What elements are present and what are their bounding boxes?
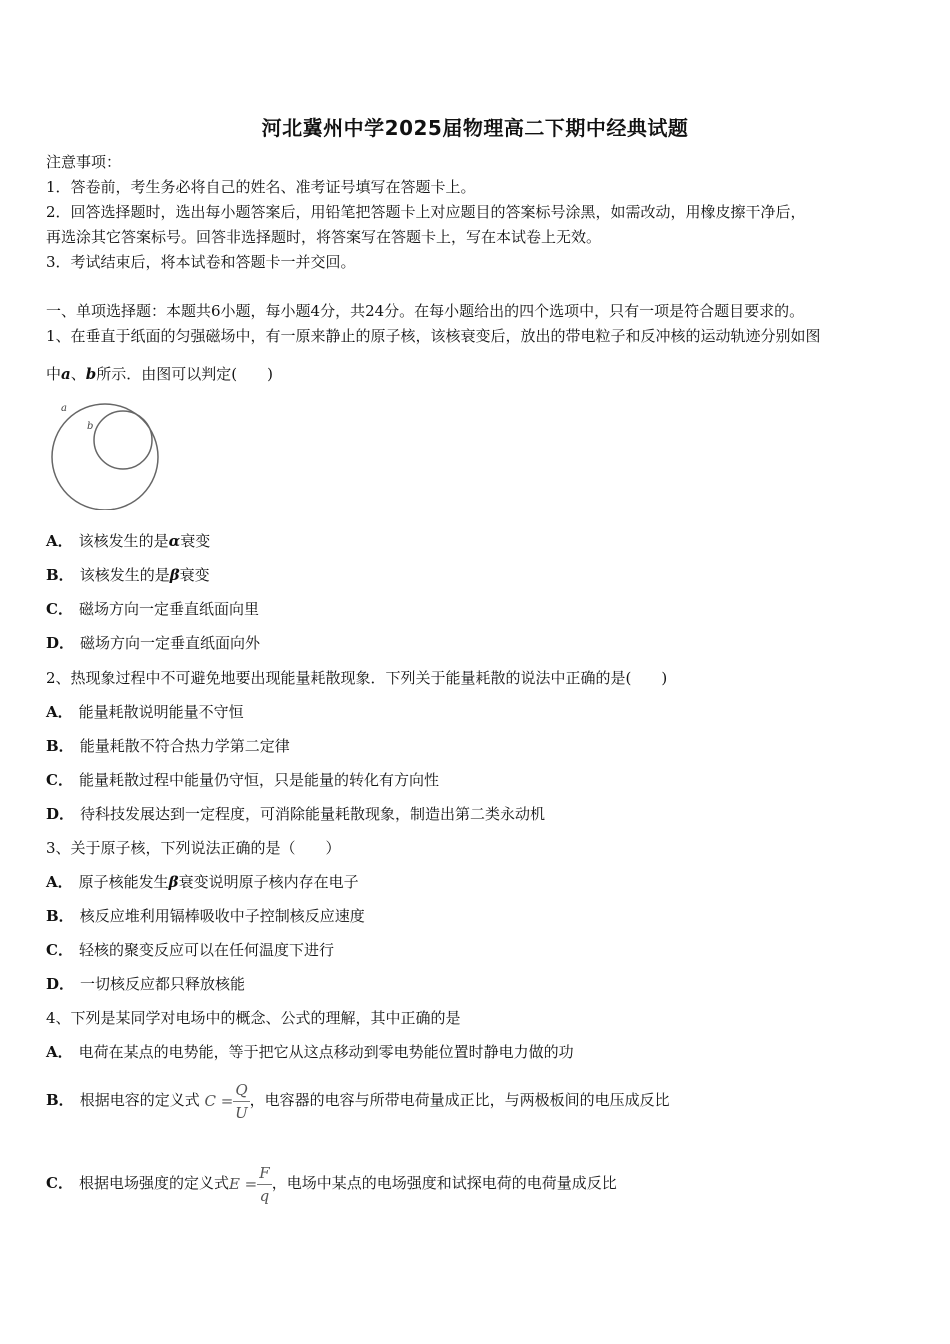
option-text: 待科技发展达到一定程度，可消除能量耗散现象，制造出第二类永动机 xyxy=(80,805,546,823)
option-text: 衰变 xyxy=(180,532,211,550)
q1-var-a: a xyxy=(61,365,71,383)
option-label: B． xyxy=(46,1091,74,1109)
greek-symbol: α xyxy=(168,532,181,550)
q2-option-c[interactable] xyxy=(46,770,439,790)
q1-text: 中 xyxy=(46,365,62,383)
option-label: D． xyxy=(46,805,75,823)
q1-option-d[interactable] xyxy=(46,633,260,653)
question-1-stem-cont xyxy=(46,364,273,384)
q1-text: 所示．由图可以判定( ) xyxy=(96,365,273,383)
option-text: 衰变 xyxy=(179,566,210,584)
figure-label-b: b xyxy=(87,421,94,432)
q4-option-b[interactable] xyxy=(46,1077,670,1124)
q4-option-c[interactable] xyxy=(46,1160,617,1207)
option-label: B． xyxy=(46,737,74,755)
figure-label-a: a xyxy=(61,403,67,414)
option-text: ，电容器的电容与所带电荷量成正比，与两极板间的电压成反比 xyxy=(249,1091,670,1109)
greek-symbol: β xyxy=(168,873,179,891)
option-label: A． xyxy=(46,532,73,550)
question-1-stem: 1、在垂直于纸面的匀强磁场中，有一原来静止的原子核，该核衰变后，放出的带电粒子和反冲核的运动轨迹分别如图 xyxy=(46,327,821,345)
option-text: 该核发生的是 xyxy=(79,566,170,584)
notice-item: 2．回答选择题时，选出每小题答案后，用铅笔把答题卡上对应题目的答案标号涂黑，如需改动，用橡皮擦干净后， xyxy=(46,203,806,221)
q1-option-c[interactable] xyxy=(46,599,259,619)
option-label: A． xyxy=(46,703,73,721)
option-label: D． xyxy=(46,975,75,993)
q2-option-d[interactable] xyxy=(46,804,545,824)
option-text: ，电场中某点的电场强度和试探电荷的电荷量成反比 xyxy=(271,1174,617,1192)
field-strength-formula xyxy=(257,1162,271,1207)
formula-denominator: q xyxy=(259,1186,270,1205)
option-label: D． xyxy=(46,634,75,652)
greek-symbol: β xyxy=(169,566,180,584)
q2-option-a[interactable] xyxy=(46,702,244,722)
option-label: B． xyxy=(46,566,74,584)
option-label: C． xyxy=(46,941,73,959)
q1-sep: 、 xyxy=(70,365,86,383)
option-text: 磁场方向一定垂直纸面向外 xyxy=(80,634,261,652)
option-text: 原子核能发生 xyxy=(78,873,169,891)
option-label: B． xyxy=(46,907,74,925)
trajectory-a-circle xyxy=(52,404,158,510)
option-text: 能量耗散不符合热力学第二定律 xyxy=(79,737,290,755)
formula-numerator: Q xyxy=(233,1079,249,1102)
option-text: 核反应堆利用镉棒吸收中子控制核反应速度 xyxy=(79,907,365,925)
page-title: 河北冀州中学2025届物理高二下期中经典试题 xyxy=(261,116,689,140)
q1-option-a[interactable] xyxy=(46,531,210,551)
q3-option-d[interactable] xyxy=(46,974,245,994)
q1-var-b: b xyxy=(85,365,97,383)
notice-item: 3．考试结束后，将本试卷和答题卡一并交回。 xyxy=(46,253,356,271)
question-2-stem: 2、热现象过程中不可避免地要出现能量耗散现象．下列关于能量耗散的说法中正确的是( ) xyxy=(46,669,668,687)
option-text: 电荷在某点的电势能，等于把它从这点移动到零电势能位置时静电力做的功 xyxy=(78,1043,574,1061)
trajectory-figure xyxy=(46,398,166,510)
option-text: 该核发生的是 xyxy=(78,532,169,550)
option-text: 一切核反应都只释放核能 xyxy=(80,975,246,993)
option-text: 轻核的聚变反应可以在任何温度下进行 xyxy=(78,941,334,959)
q2-option-b[interactable] xyxy=(46,736,290,756)
option-label: A． xyxy=(46,873,73,891)
formula-lhs: E = xyxy=(228,1175,258,1193)
q1-option-b[interactable] xyxy=(46,565,210,585)
option-text: 磁场方向一定垂直纸面向里 xyxy=(78,600,259,618)
section-heading: 一、单项选择题：本题共6小题，每小题4分，共24分。在每小题给出的四个选项中，只有一项是符合题目要求的。 xyxy=(46,302,805,320)
option-text: 能量耗散过程中能量仍守恒，只是能量的转化有方向性 xyxy=(78,771,439,789)
option-text: 根据电容的定义式 xyxy=(79,1091,200,1109)
option-label: A． xyxy=(46,1043,73,1061)
notice-item: 1．答卷前，考生务必将自己的姓名、准考证号填写在答题卡上。 xyxy=(46,178,476,196)
formula-denominator: U xyxy=(235,1103,248,1122)
question-4-stem: 4、下列是某同学对电场中的概念、公式的理解，其中正确的是 xyxy=(46,1009,461,1027)
option-label: C． xyxy=(46,1174,73,1192)
question-3-stem: 3、关于原子核，下列说法正确的是（ ） xyxy=(46,839,341,857)
trajectory-b-circle xyxy=(94,411,152,469)
formula-lhs: C = xyxy=(204,1092,234,1110)
option-label: C． xyxy=(46,771,73,789)
q3-option-c[interactable] xyxy=(46,940,334,960)
formula-numerator: F xyxy=(257,1162,271,1185)
q3-option-b[interactable] xyxy=(46,906,365,926)
option-text: 衰变说明原子核内存在电子 xyxy=(178,873,359,891)
option-text: 能量耗散说明能量不守恒 xyxy=(78,703,244,721)
q4-option-a[interactable] xyxy=(46,1042,574,1062)
notice-item: 再选涂其它答案标号。回答非选择题时，将答案写在答题卡上，写在本试卷上无效。 xyxy=(46,228,602,246)
option-label: C． xyxy=(46,600,73,618)
option-text: 根据电场强度的定义式 xyxy=(78,1174,229,1192)
capacitance-formula xyxy=(233,1079,249,1124)
q3-option-a[interactable] xyxy=(46,872,359,892)
notice-heading: 注意事项： xyxy=(46,153,122,171)
